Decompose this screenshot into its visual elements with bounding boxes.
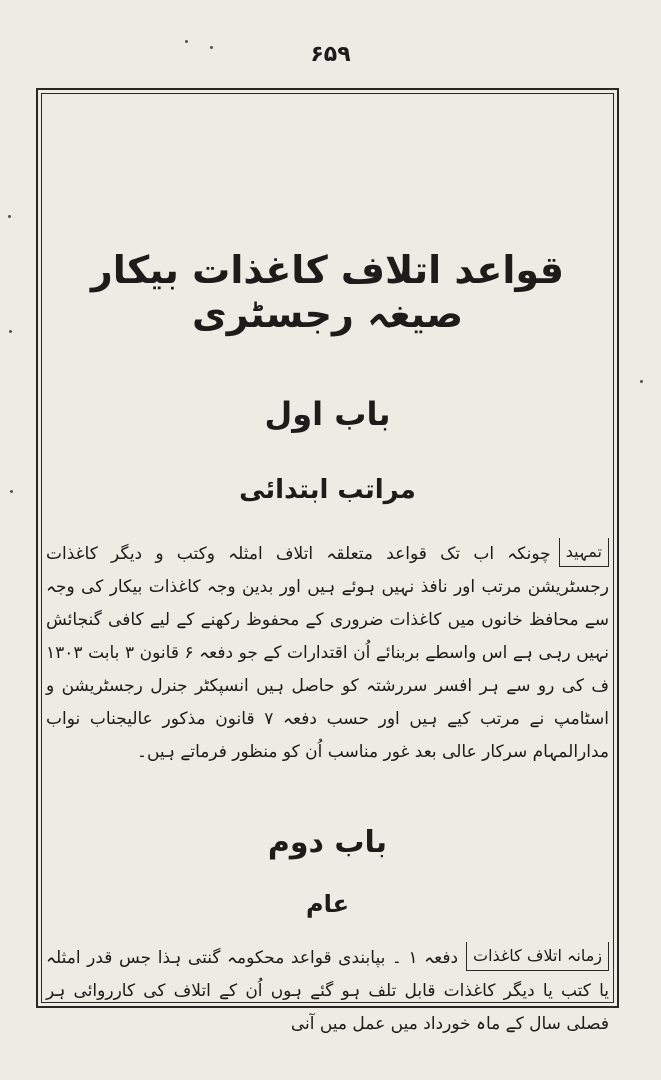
- paper-speck: [210, 46, 213, 49]
- preamble-paragraph: [46, 538, 609, 769]
- page-frame: [36, 88, 619, 1034]
- chapter-2-heading: باب دوم: [267, 825, 388, 860]
- section-1-text: دفعہ ۱ ۔ بپابندی قواعد محکومہ گنتی ہذا جس قدر امثلہ یا کتب یا دیگر کاغذات قابل تلف ہو گئے ہوں اُن کے اتلاف کی کارروائی ہر فصلی سال کے ماہ خورداد میں عمل میں آنی: [46, 948, 609, 1034]
- paper-speck: [640, 380, 643, 383]
- chapter-2-subheading: عام: [306, 890, 349, 918]
- margin-label-preamble: تمہید: [559, 538, 609, 567]
- section-1-paragraph: [46, 942, 609, 1041]
- paper-speck: [185, 40, 188, 43]
- chapter-1-heading: باب اول: [264, 395, 391, 433]
- preamble-text: چونکہ اب تک قواعد متعلقہ اتلاف امثلہ وکتب و دیگر کاغذات رجسٹریشن مرتب اور نافذ نہیں ہوئے ہیں اور بدین وجہ کاغذات بیکار کی وجہ سے محافظ خانوں میں کاغذات ضروری کے محفوظ رکھنے کے لیے کافی گنجائش نہیں رہی ہے اس واسطے بربنائے اُن اقتدارات کے جو دفعہ ۶ قانون ۳ بابت ۱۳۰۳ ف کی رو سے ہر افسر سررشتہ کو حاصل ہیں انسپکٹر جنرل رجسٹریشن و اسٹامپ نے مرتب کیے ہیں اور حسب دفعہ ۷ قانون مذکور عالیجناب نواب مدارالمہام سرکار عالی بعد غور مناسب اُن کو منظور فرماتے ہیں۔: [46, 544, 609, 762]
- paper-speck: [9, 330, 12, 333]
- chapter-1-subheading: مراتب ابتدائی: [239, 475, 416, 505]
- paper-speck: [8, 215, 11, 218]
- page-number: ۶۵۹: [310, 42, 351, 67]
- margin-label-destruction-period: زمانہ اتلاف کاغذات: [466, 942, 609, 971]
- paper-speck: [10, 490, 13, 493]
- page-title: قواعد اتلاف کاغذات بیکار صیغہ رجسٹری: [90, 248, 565, 336]
